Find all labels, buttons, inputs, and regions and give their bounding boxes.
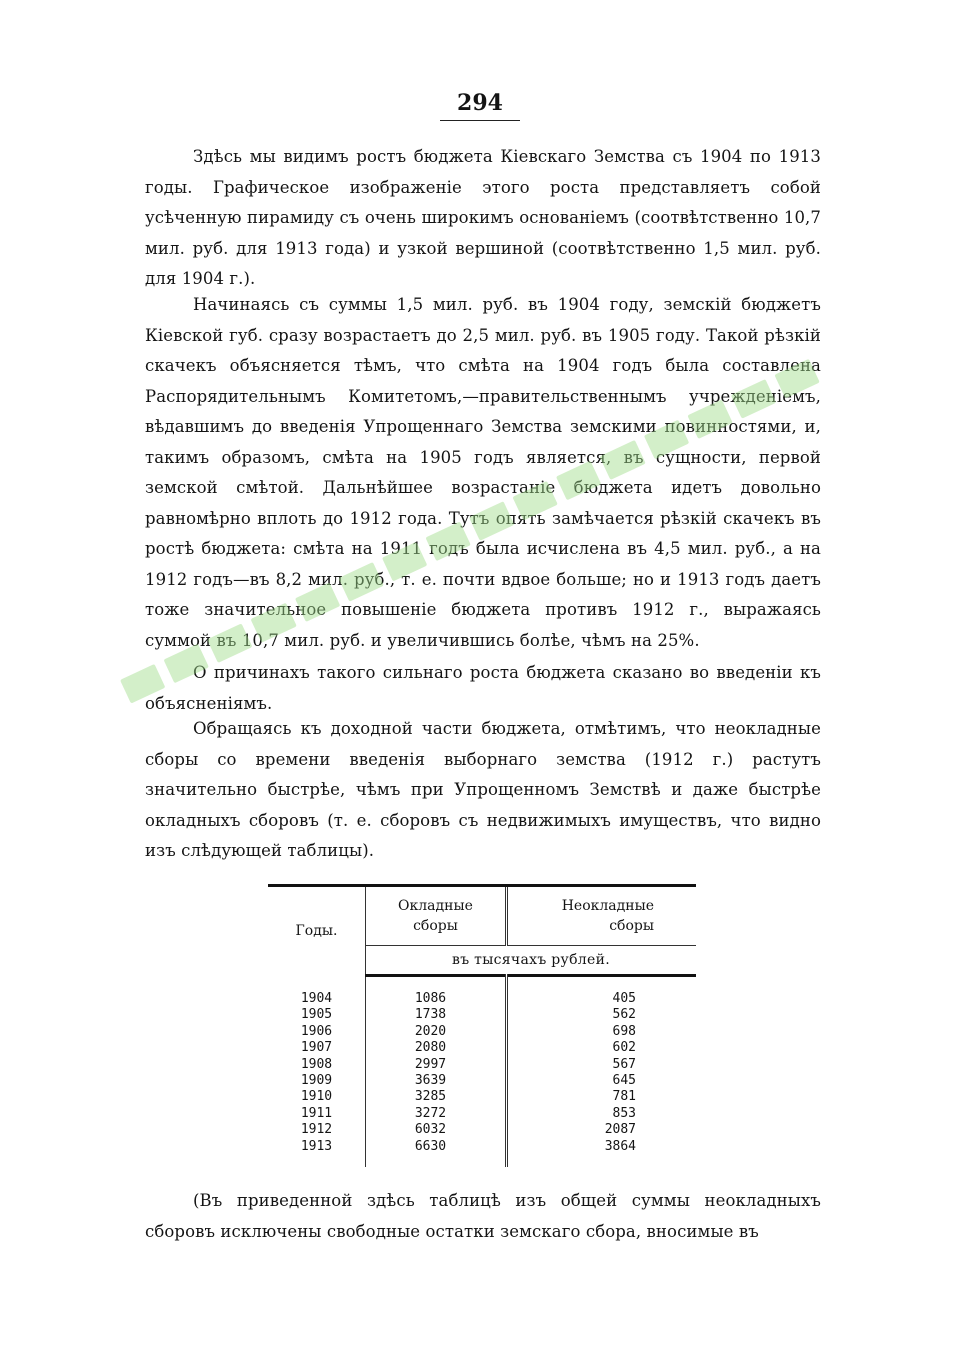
cell-year: 1905: [268, 1007, 365, 1023]
paragraph-budget-history: [145, 290, 821, 656]
cell-okladnye: 3272: [365, 1106, 506, 1122]
fees-table: [268, 884, 696, 1167]
header-okladnye: [365, 887, 506, 946]
header-neokladnye: [507, 887, 697, 946]
table-header-row: [268, 887, 696, 946]
cell-okladnye: 6032: [365, 1122, 506, 1138]
cell-okladnye: 2080: [365, 1040, 506, 1056]
table-row: [268, 1024, 696, 1040]
cell-neokladnye: 567: [612, 1056, 636, 1072]
header-neokladnye-text: Неокладные сборы: [561, 898, 654, 934]
table-row: [268, 1057, 696, 1073]
cell-okladnye: 1086: [365, 991, 506, 1007]
table-row: [268, 1007, 696, 1023]
cell-okladnye: 2020: [365, 1024, 506, 1040]
cell-neokladnye: 645: [612, 1073, 636, 1089]
cell-okladnye: 1738: [365, 1007, 506, 1023]
fees-data-table: [268, 884, 696, 1167]
cell-year: 1912: [268, 1122, 365, 1138]
cell-year: 1909: [268, 1073, 365, 1089]
paragraph-table-note: [145, 1186, 821, 1247]
cell-neokladnye: 405: [612, 991, 636, 1006]
paragraph-text: (Въ приведенной здѣсь таблицѣ изъ общей суммы неокладныхъ сборовъ исключены свободные остатки земскаго сбора, вносимые въ: [145, 1191, 821, 1241]
paragraph-text: Начинаясь съ суммы 1,5 мил. руб. въ 1904 году, земскій бюджетъ Кіевской губ. сразу возрастаетъ до 2,5 мил. руб. въ 1905 году. Такой рѣзкій скачекъ объясняется тѣмъ, что смѣта на 1904 годъ была составлена Распорядительнымъ Комитетомъ,—правительственнымъ учрежденіемъ, вѣдавшимъ до введенія Упрощеннаго Земства земскими повинностями, и, такимъ образомъ, смѣта на 1905 годъ является, въ сущности, первой земской смѣтой. Дальнѣйшее возрастаніе бюджета идетъ довольно равномѣрно вплоть до 1912 года. Тутъ опять замѣчается рѣзкій скачекъ въ ростѣ бюджета: смѣта на 1911 годъ была исчислена въ 4,5 мил. руб., а на 1912 годъ—въ 8,2 мил. руб., т. е. почти вдвое больше; но и 1913 годъ даетъ тоже значительное повышеніе бюджета противъ 1912 г., выражаясь суммой въ 10,7 мил. руб. и увеличившись болѣе, чѣмъ на 25%.: [145, 295, 821, 650]
cell-year: 1906: [268, 1024, 365, 1040]
table-row: [268, 1089, 696, 1105]
paragraph-reasons: [145, 658, 821, 719]
cell-neokladnye: 602: [612, 1040, 636, 1056]
paragraph-revenue: [145, 714, 821, 867]
cell-year: 1911: [268, 1106, 365, 1122]
cell-neokladnye: 562: [612, 1007, 636, 1023]
cell-neokladnye: 853: [612, 1105, 636, 1121]
table-row: [268, 1139, 696, 1155]
cell-year: 1907: [268, 1040, 365, 1056]
table-row: [268, 1040, 696, 1056]
cell-okladnye: 2997: [365, 1057, 506, 1073]
paragraph-text: Обращаясь къ доходной части бюджета, отмѣтимъ, что неокладные сборы со времени введенія выборнаго земства (1912 г.) растутъ значительно быстрѣе, чѣмъ при Упрощенномъ Земствѣ и даже быстрѣе окладныхъ сборовъ (т. е. сборовъ съ недвижимыхъ имуществъ, что видно изъ слѣдующей таблицы).: [145, 719, 821, 860]
paragraph-text: Здѣсь мы видимъ ростъ бюджета Кіевскаго Земства съ 1904 по 1913 годы. Графическое изображеніе этого роста представляетъ собой усѣченную пирамиду съ очень широкимъ основаніемъ (соотвѣтственно 10,7 мил. руб. для 1913 года) и узкой вершиной (соотвѣтственно 1,5 мил. руб. для 1904 г.).: [145, 147, 821, 288]
table-row: [268, 1122, 696, 1138]
paragraph-budget-growth: [145, 142, 821, 295]
cell-year: 1904: [268, 991, 365, 1007]
paragraph-text: О причинахъ такого сильнаго роста бюджета сказано во введеніи къ объясненіямъ.: [145, 663, 821, 713]
cell-year: 1910: [268, 1089, 365, 1105]
cell-neokladnye: 3864: [604, 1138, 636, 1154]
cell-neokladnye: 2087: [604, 1122, 636, 1138]
header-okladnye-text: Окладные сборы: [398, 898, 473, 934]
header-units: въ тысячахъ рублей.: [365, 946, 696, 976]
cell-year: 1908: [268, 1057, 365, 1073]
cell-okladnye: 6630: [365, 1139, 506, 1155]
table-row: [268, 1073, 696, 1089]
cell-neokladnye: 781: [612, 1089, 636, 1105]
header-year: Годы.: [268, 887, 365, 976]
cell-okladnye: 3285: [365, 1089, 506, 1105]
cell-okladnye: 3639: [365, 1073, 506, 1089]
page-number: 294: [440, 90, 520, 121]
table-row: [268, 1106, 696, 1122]
table-row: [268, 991, 696, 1007]
cell-neokladnye: 698: [612, 1023, 636, 1039]
cell-year: 1913: [268, 1139, 365, 1155]
